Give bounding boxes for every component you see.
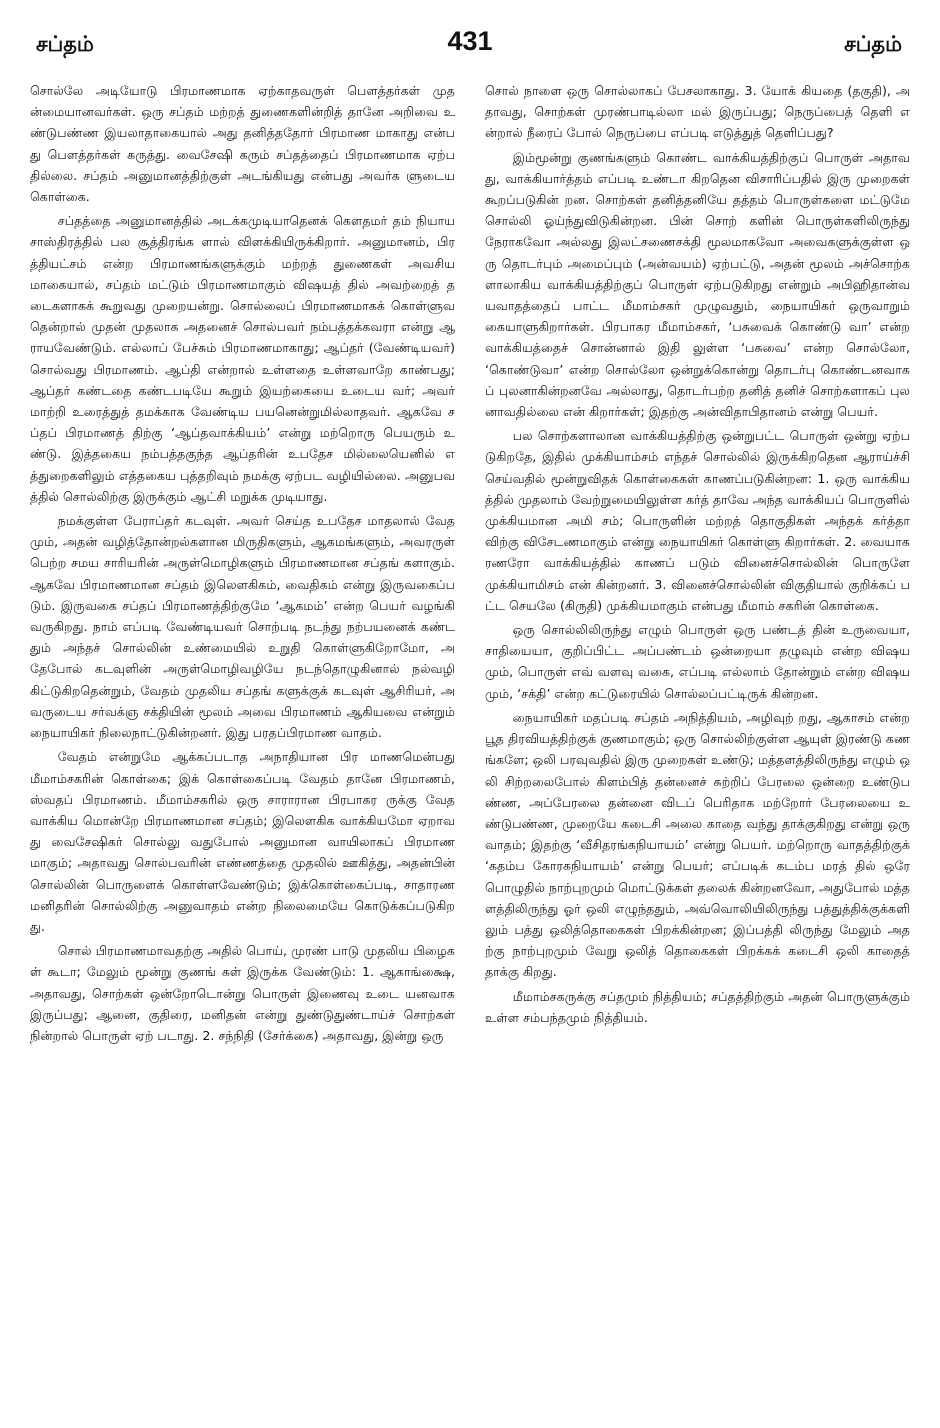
paragraph: நையாயிகர் மதப்படி சப்தம் அநித்தியம், அழிவுற் றது, ஆகாசம் என்ற பூத திரவியத்திற்குக் குணமாகும்; ஒரு சொல்லிற்குள்ள ஆயுள் இரண்டு கணங்களே; ஒலி பரவுவதில் இரு முறைகள் உண்டு; மத்தளத்திலிருந்து எழும் ஒலி சிற்றலைபோல் கிளம்பித் தன்னைச் சுற்றிப் பேரலை ஒன்றை உண்டுபண்ண, அப்பேரலை தன்னை விடப் பெரிதாக மற்றோர் பேரலையை உண்டுபண்ண, முறையே கடைசி அலை காதை வந்து தாக்குகிறது என்று ஒரு வாதம்; இதற்கு ‘வீசிதரங்கநியாயம்’ என்று பெயர். மற்றொரு வாதத்திற்குக் ‘கதம்ப கோரகநியாயம்’ என்று பெயர்; எப்படிக் கடம்ப மரத் தில் ஒரே பொழுதில் நாற்புறமும் மொட்டுக்கள் தலைக் கின்றனவோ, அதுபோல் மத்தளத்திலிருந்து ஓர் ஒலி எழுந்ததும், அவ்வொலியிலிருந்து பத்துத்திக்குக்களி லும் பத்து ஒலித்தொகைகள் பிறக்கின்றன; இப்பத்தி லிருந்து மேலும் அதற்கு நாற்புறமும் வேறு ஒலித் தொகைகள் பிறக்கக் கடைசி ஒலி காதைத் தாக்கு கிறது.: [485, 709, 910, 980]
paragraph: சப்தத்தை அனுமானத்தில் அடக்கமுடியாதெனக் கௌதமர் தம் நியாய சாஸ்திரத்தில் பல சூத்திரங்க ளால் விளக்கியிருக்கிறார். அனுமானம், பிரத்தியட்சம் என்ற பிரமாணங்களுக்கும் மற்றத் துணைகள் அவசிய மாகையால், சப்தம் மட்டும் பிரமாணமாகும் விஷயத் தில் அவற்றைத் தடைகளாகக் கூறுவது முறையன்று. சொல்லைப் பிரமாணமாகக் கொள்ளுவதென்றால் முதன் முதலாக அதனைச் சொல்பவர் நம்பத்தக்கவரா என்று ஆராயவேண்டும். எல்லாப் பேச்சும் பிரமாணமாகாது; ஆப்தர் (வேண்டியவர்) சொல்வது பிரமாணம். ஆப்தி என்றால் உள்ளதை உள்ளவாறே காண்பது; ஆப்தர் கண்டதை கண்டபடியே கூறும் இயற்கையை உடைய வர்; அவர் மாற்றி உரைத்துத் தமக்காக வேண்டிய பயனென்றுமில்லாதவர். ஆகவே சப்தப் பிரமாணத் திற்கு ‘ஆப்தவாக்கியம்’ என்று மற்றொரு பெயரும் உண்டு. இத்தகைய நம்பத்தகுந்த ஆப்தரின் உபதேச மில்லையெனில் எத்துறைகளிலும் எத்தகைய புத்தறிவும் நமக்கு ஏற்பட வழியில்லை. அனுபவத்தில் சொல்லிற்கு இருக்கும் ஆட்சி மறுக்க முடியாது.: [30, 213, 455, 504]
running-head-left: சப்தம்: [36, 32, 94, 56]
paragraph: நமக்குள்ள பேராப்தர் கடவுள். அவர் செய்த உபதேச மாதலால் வேதமும், அதன் வழித்தோன்றல்களான மிருதிகளும், ஆகமங்களும், அவரருள் பெற்ற சமய சாரியரின் அருள்மொழிகளும் பிரமாணமான சப்தங் களாகும். ஆகவே பிரமாணமான சப்தம் இலௌகிகம், வைதிகம் என்று இருவகைப்படும். இருவகை சப்தப் பிரமாணத்திற்குமே ‘ஆகமம்’ என்ற பெயர் வழங்கி வருகிறது. நாம் எப்படி வேண்டியவர் சொற்படி நடந்து நற்பயனைக் கண்டதும் அந்தச் சொல்லின் உண்மையில் உறுதி கொள்ளுகிறோமோ, அதேபோல் கடவுளின் அருள்மொழிவழியே நடந்தொழுகினால் நல்வழி கிட்டுகிறதென்றும், வேதம் முதலிய சப்தங் களுக்குக் கடவுள் ஆசிரியர், அவருடைய சர்வக்ஞ சக்தியின் மூலம் அவை பிரமாணம் ஆகியவை என்றும் நையாயிகர் நிலைநாட்டுகின்றனர். இது பரதப்பிரமாண வாதம்.: [30, 513, 455, 741]
paragraph: இம்மூன்று குணங்களும் கொண்ட வாக்கியத்திற்குப் பொருள் அதாவது, வாக்கியார்த்தம் எப்படி உண்டா கிறதென விசாரிப்பதில் இரு முறைகள் கூறப்படுகின் றன. சொற்கள் தனித்தனியே தத்தம் பொருள்களை மட்டுமே சொல்லி ஓய்ந்துவிடுகின்றன. பின் சொற் களின் பொருள்களிலிருந்து நேராகவோ அல்லது இலட்சணைசக்தி மூலமாகவோ அவைகளுக்குள்ள ஒரு தொடர்பும் அமைப்பும் (அன்வயம்) ஏற்பட்டு, அதன் மூலம் அச்சொற்களாலாகிய வாக்கியத்திற்குப் பொருள் ஏற்படுகிறது என்றும் அபிஹிதான்வயவாதத்தைப் பாட்ட மீமாம்சகர் முழுவதும், நையாயிகர் ஒருவாறும் கையாளுகிறார்கள். பிரபாகர மீமாம்சகர், ‘பசுவைக் கொண்டு வா’ என்ற வாக்கியத்தைச் சொன்னால் இதி லுள்ள ‘பசுவை’ என்ற சொல்லோ, ‘கொண்டுவா’ என்ற சொல்லோ ஒன்றுக்கொன்று தொடர்பு கொண்டனவாகப் புலனாகின்றனவே அல்லாது, தொடர்பற்ற தனித் தனிச் சொற்களாகப் புலனாவதில்லை என் கிறார்கள்; இதற்கு அன்விதாபிதானம் என்று பெயர்.: [485, 149, 910, 420]
text-columns: [30, 80, 910, 1049]
paragraph: பல சொற்களாலான வாக்கியத்திற்கு ஒன்றுபட்ட பொருள் ஒன்று ஏற்படுகிறதே, இதில் முக்கியாம்சம் எந்தச் சொல்லில் இருக்கிறதென ஆராய்ச்சி செய்வதில் மூன்றுவிதக் கொள்கைகள் காணப்படுகின்றன: 1. ஒரு வாக்கியத்தில் முதலாம் வேற்றுமையிலுள்ள கர்த் தாவே அந்த வாக்கியப் பொருளில் முக்கியமான அமி சம்; பொருளின் மற்றத் தொகுதிகள் அந்தக் கர்த்தா விற்கு விசேடணமாகும் என்று நையாயிகர் கொள்ளு கிறார்கள். 2. வையாகரணரோ வாக்கியத்தில் காணப் படும் வினைச்சொல்லின் பொருளே முக்கியாமிசம் என் கின்றனர். 3. வினைச்சொல்லின் விகுதியால் குறிக்கப் பட்ட செயலே (கிருதி) முக்கியமாகும் என்பது மீமாம் சகரின் கொள்கை.: [485, 428, 910, 613]
page-number: 431: [447, 26, 493, 56]
left-column: [30, 80, 455, 1049]
paragraph: ஒரு சொல்லிலிருந்து எழும் பொருள் ஒரு பண்டத் தின் உருவையா, சாதியையா, குறிப்பிட்ட அப்பண்டம் ஒன்றையா தழுவும் என்ற விஷயமும், பொருள் எவ் வளவு வகை, எப்படி எல்லாம் தோன்றும் என்ற விஷய மும், ‘சக்தி’ என்ற கட்டுரையில் சொல்லப்பட்டிருக் கின்றன.: [485, 622, 910, 701]
running-head-right: சப்தம்: [844, 32, 902, 56]
paragraph: சொல்லே அடியோடு பிரமாணமாக ஏற்காதவருள் பௌத்தர்கள் முதன்மையானவர்கள். ஒரு சப்தம் மற்றத் துணைகளின்றித் தானே அறிவை உண்டுபண்ண இயலாதாகையால் அது தனித்ததோர் பிரமாண மாகாது என்பது பௌத்தர்கள் கருத்து. வைசேஷி கரும் சப்தத்தைப் பிரமாணமாக ஏற்பதில்லை. சப்தம் அனுமானத்திற்குள் அடங்கியது என்பது அவர்க ளுடைய கொள்கை.: [30, 83, 455, 205]
paragraph: மீமாம்சகருக்கு சப்தமும் நித்தியம்; சப்தத்திற்கும் அதன் பொருளுக்கும் உள்ள சம்பந்தமும் நித்தியம்.: [485, 988, 910, 1025]
paragraph: சொல் நாளை ஒரு சொல்லாகப் பேசலாகாது. 3. யோக் கியதை (தகுதி), அதாவது, சொற்கள் முரண்பாடில்லா மல் இருப்பது; நெருப்பைத் தெளி என்றால் நீரைப் போல் நெருப்பை எப்படி எடுத்துத் தெளிப்பது?: [485, 83, 910, 141]
paragraph: சொல் பிரமாணமாவதற்கு அதில் பொய், முரண் பாடு முதலிய பிழைகள் கூடா; மேலும் மூன்று குணங் கள் இருக்க வேண்டும்: 1. ஆகாங்க்ஷை, அதாவது, சொற்கள் ஒன்றோடொன்று பொருள் இணைவு உடை யனவாக இருப்பது; ஆனை, குதிரை, மனிதன் என்று துண்டுதுண்டாய்ச் சொற்கள் நின்றால் பொருள் ஏற் படாது. 2. சந்நிதி (சேர்க்கை) அதாவது, இன்று ஒரு: [30, 943, 455, 1043]
right-column: [485, 80, 910, 1049]
paragraph: வேதம் என்றுமே ஆக்கப்படாத அநாதியான பிர மாணமென்பது மீமாம்சகரின் கொள்கை; இக் கொள்கைப்படி வேதம் தானே பிரமாணம், ஸ்வதப் பிரமாணம். மீமாம்சகரில் ஒரு சாராரான பிரபாகர ருக்கு வேதவாக்கிய மொன்றே பிரமாணமான சப்தம்; இலௌகிக வாக்கியமோ ஏறாவது வைசேஷிகர் சொல்லு வதுபோல் அனுமான வாயிலாகப் பிரமாணமாகும்; அதாவது சொல்பவரின் எண்ணத்தை முதலில் ஊகித்து, அதன்பின் சொல்லின் பொருளைக் கொள்ளவேண்டும்; இக்கொள்கைப்படி, சாதாரண மனிதரின் சொல்லிற்கு அனுவாதம் என்ற நிலைமையே கொடுக்கப்படுகிறது.: [30, 749, 455, 934]
page-header: [30, 26, 910, 70]
